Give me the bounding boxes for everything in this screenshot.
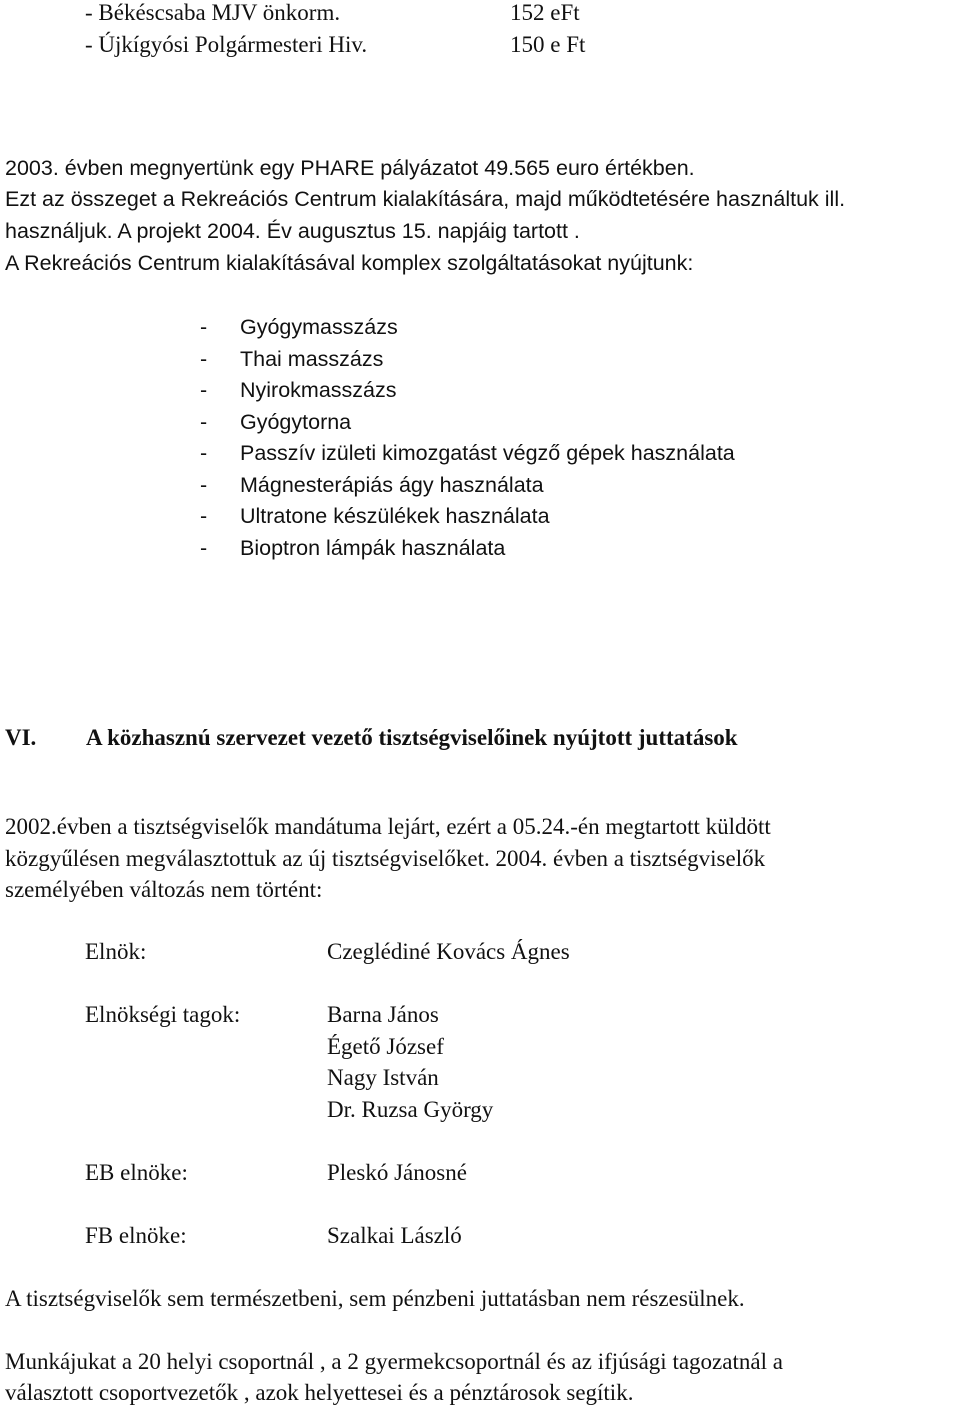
service-label: Bioptron lámpák használata bbox=[240, 536, 506, 560]
service-label: Ultratone készülékek használata bbox=[240, 504, 550, 528]
officer-label-eb: EB elnöke: bbox=[85, 1160, 188, 1185]
list-item bbox=[0, 533, 960, 564]
list-item bbox=[0, 344, 960, 375]
closing-line: választott csoportvezetők , azok helyettesei és a pénztárosok segítik. bbox=[5, 1380, 634, 1405]
list-item bbox=[0, 407, 960, 438]
officer-label-board: Elnökségi tagok: bbox=[85, 1002, 241, 1027]
intro-line: 2003. évben megnyertünk egy PHARE pályázatot 49.565 euro értékben. bbox=[5, 156, 695, 180]
bullet-dash: - bbox=[200, 441, 208, 465]
officer-name-fb: Szalkai László bbox=[327, 1223, 462, 1248]
bullet-dash: - bbox=[200, 410, 208, 434]
service-label: Nyirokmasszázs bbox=[240, 378, 397, 402]
body-line: közgyűlésen megválasztottuk az új tisztségviselőket. 2004. évben a tisztségviselők bbox=[5, 846, 766, 871]
list-item bbox=[0, 375, 960, 406]
officer-label-fb: FB elnöke: bbox=[85, 1223, 187, 1248]
list-item bbox=[0, 501, 960, 532]
service-label: Thai masszázs bbox=[240, 347, 384, 371]
bullet-dash: - bbox=[200, 378, 208, 402]
intro-line: Ezt az összeget a Rekreációs Centrum kialakítására, majd működtetésére használtuk ill. bbox=[5, 187, 846, 211]
board-member: Barna János bbox=[327, 1002, 439, 1027]
intro-line: A Rekreációs Centrum kialakításával komplex szolgáltatásokat nyújtunk: bbox=[5, 251, 694, 275]
bullet-dash: - bbox=[200, 347, 208, 371]
list-item bbox=[0, 438, 960, 469]
bullet-dash: - bbox=[200, 536, 208, 560]
service-label: Mágnesterápiás ágy használata bbox=[240, 473, 544, 497]
bullet-dash: - bbox=[200, 504, 208, 528]
bullet-dash: - bbox=[200, 473, 208, 497]
board-member: Égető József bbox=[327, 1034, 444, 1059]
funding-amount: 152 eFt bbox=[510, 0, 580, 25]
service-label: Passzív izületi kimozgatást végző gépek használata bbox=[240, 441, 735, 465]
service-label: Gyógytorna bbox=[240, 410, 352, 434]
section-number: VI. bbox=[5, 725, 37, 750]
list-item bbox=[0, 470, 960, 501]
closing-line: Munkájukat a 20 helyi csoportnál , a 2 gyermekcsoportnál és az ifjúsági tagozatnál a bbox=[5, 1349, 783, 1374]
body-line: 2002.évben a tisztségviselők mandátuma lejárt, ezért a 05.24.-én megtartott küldött bbox=[5, 814, 771, 839]
service-label: Gyógymasszázs bbox=[240, 315, 398, 339]
body-line: személyében változás nem történt: bbox=[5, 877, 323, 902]
funding-name: - Békéscsaba MJV önkorm. bbox=[85, 0, 341, 25]
officer-name-eb: Pleskó Jánosné bbox=[327, 1160, 467, 1185]
officer-label-president: Elnök: bbox=[85, 939, 147, 964]
bullet-dash: - bbox=[200, 315, 208, 339]
closing-line: A tisztségviselők sem természetbeni, sem pénzbeni juttatásban nem részesülnek. bbox=[5, 1286, 745, 1311]
board-member: Nagy István bbox=[327, 1065, 439, 1090]
intro-line: használjuk. A projekt 2004. Év augusztus 15. napjáig tartott . bbox=[5, 219, 580, 243]
section-title: A közhasznú szervezet vezető tisztségviselőinek nyújtott juttatások bbox=[86, 725, 738, 750]
funding-amount: 150 e Ft bbox=[510, 32, 586, 57]
board-member: Dr. Ruzsa György bbox=[327, 1097, 494, 1122]
funding-name: - Újkígyósi Polgármesteri Hiv. bbox=[85, 32, 368, 57]
officer-name-president: Czeglédiné Kovács Ágnes bbox=[327, 939, 570, 964]
list-item bbox=[0, 312, 960, 343]
